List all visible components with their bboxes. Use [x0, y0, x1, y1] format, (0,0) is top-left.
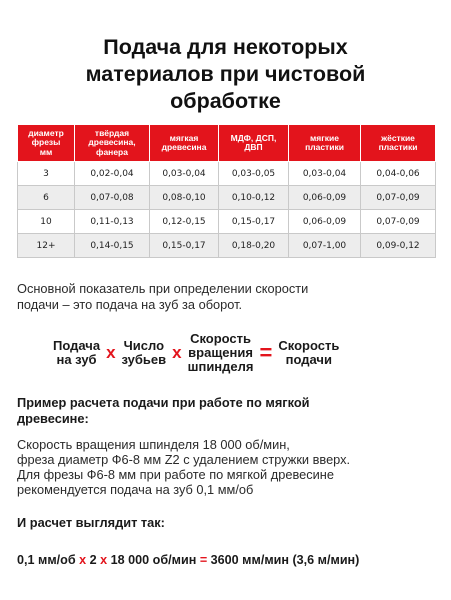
calc-result: 3600 мм/мин (3,6 м/мин) — [210, 553, 360, 567]
table-cell: 0,10-0,12 — [219, 186, 289, 210]
formula-spindle-speed: Скорость вращения шпинделя — [187, 331, 254, 374]
result-calculation — [17, 553, 359, 567]
formula-teeth-count: Число зубьев — [121, 338, 167, 367]
table-cell: 0,02-0,04 — [75, 162, 150, 186]
multiply-sign: x — [172, 343, 182, 362]
table-cell: 0,03-0,05 — [219, 162, 289, 186]
intro-line: Основной показатель при определении скорости — [17, 281, 309, 296]
header-hard-plastics: жёсткие пластики — [361, 125, 436, 162]
table-cell: 3 — [18, 162, 75, 186]
intro-line: подачи – это подача на зуб за оборот. — [17, 297, 243, 312]
calc-spindle-speed: 18 000 об/мин — [110, 553, 197, 567]
table-cell: 0,08-0,10 — [150, 186, 219, 210]
intro-paragraph — [17, 281, 437, 313]
title-line: материалов при чистовой — [85, 62, 366, 86]
table-cell: 6 — [18, 186, 75, 210]
example-heading: Пример расчета подачи при работе по мягкой древесине: — [17, 395, 310, 426]
header-hardwood-plywood: твёрдая древесина, фанера — [75, 125, 150, 162]
header-soft-plastics: мягкие пластики — [289, 125, 361, 162]
example-line: рекомендуется подача на зуб 0,1 мм/об — [17, 482, 254, 497]
example-line: Для фрезы Ф6-8 мм при работе по мягкой древесине — [17, 467, 334, 482]
table-cell: 0,18-0,20 — [219, 234, 289, 258]
example-line: фреза диаметр Ф6-8 мм Z2 с удалением стружки вверх. — [17, 452, 351, 467]
table-cell: 0,15-0,17 — [219, 210, 289, 234]
table-cell: 0,06-0,09 — [289, 210, 361, 234]
table-cell: 0,15-0,17 — [150, 234, 219, 258]
table-cell: 0,07-1,00 — [289, 234, 361, 258]
table-cell: 0,07-0,08 — [75, 186, 150, 210]
table-cell: 0,03-0,04 — [150, 162, 219, 186]
table-row — [18, 186, 436, 210]
table-cell: 0,14-0,15 — [75, 234, 150, 258]
table-row — [18, 162, 436, 186]
header-cutter-diameter: диаметр фрезы мм — [18, 125, 75, 162]
formula-feed-rate: Скорость подачи — [278, 338, 340, 367]
table-cell: 0,09-0,12 — [361, 234, 436, 258]
equals-sign: = — [199, 553, 208, 567]
table-cell: 0,03-0,04 — [289, 162, 361, 186]
result-heading: И расчет выглядит так: — [17, 515, 165, 530]
page-title — [0, 34, 451, 115]
table-row — [18, 234, 436, 258]
feed-formula — [53, 330, 339, 376]
header-softwood: мягкая древесина — [150, 125, 219, 162]
multiply-sign: x — [106, 343, 116, 362]
calc-teeth: 2 — [89, 553, 97, 567]
table-cell: 12+ — [18, 234, 75, 258]
example-paragraph — [17, 437, 442, 497]
table-cell: 10 — [18, 210, 75, 234]
table-cell: 0,06-0,09 — [289, 186, 361, 210]
table-cell: 0,07-0,09 — [361, 186, 436, 210]
table-cell: 0,04-0,06 — [361, 162, 436, 186]
equals-sign: = — [259, 340, 273, 365]
title-line: обработке — [170, 89, 281, 113]
header-mdf-chipboard: МДФ, ДСП, ДВП — [219, 125, 289, 162]
table-cell: 0,11-0,13 — [75, 210, 150, 234]
example-line: Скорость вращения шпинделя 18 000 об/мин, — [17, 437, 290, 452]
table-header-row — [18, 125, 436, 162]
title-line: Подача для некоторых — [103, 35, 348, 59]
multiply-sign: x — [100, 553, 108, 567]
feed-rate-table — [17, 124, 436, 258]
table-cell: 0,07-0,09 — [361, 210, 436, 234]
table-cell: 0,12-0,15 — [150, 210, 219, 234]
multiply-sign: x — [79, 553, 87, 567]
table-row — [18, 210, 436, 234]
calc-feed-per-tooth: 0,1 мм/об — [17, 553, 76, 567]
formula-feed-per-tooth: Подача на зуб — [53, 338, 101, 367]
